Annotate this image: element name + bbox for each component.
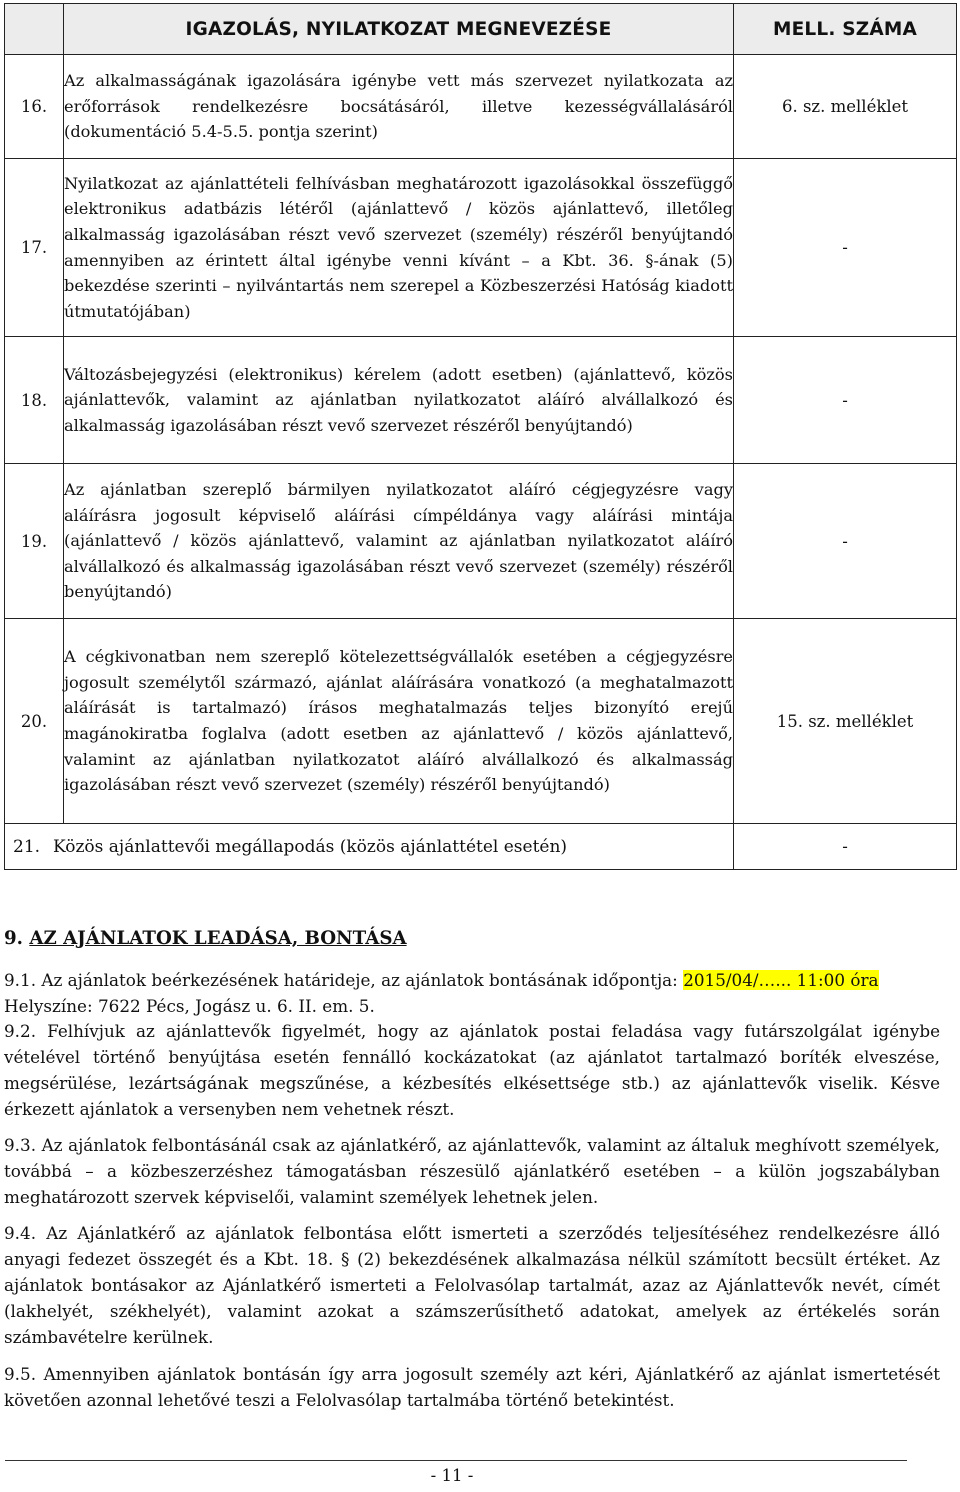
row-number: 19. (5, 464, 64, 619)
row-appendix: 6. sz. melléklet (734, 55, 957, 159)
header-name-cell: IGAZOLÁS, NYILATKOZAT MEGNEVEZÉSE (64, 4, 734, 55)
venue-text: Helyszíne: 7622 Pécs, Jogász u. 6. II. em. 5. (4, 996, 375, 1016)
row-description: Az alkalmasságának igazolására igénybe vett más szervezet nyilatkozata az erőforrások rendelkezésre bocsátásáról, illetve kezességvállalásáról (dokumentáció 5.4-5.5. pontja szerint) (64, 55, 734, 159)
section-title (4, 928, 407, 949)
paragraph-text: 9.3. Az ajánlatok felbontásánál csak az ajánlatkérő, az ajánlattevők, valamint az általuk meghívott személyek, továbbá – a közbeszerzéshez támogatásban részesülő ajánlatkérő esetében – a külön jogszabályban meghatározott szervek képviselői, valamint személyek lehetnek jelen. (4, 1135, 940, 1207)
page-number: - 11 - (430, 1466, 474, 1485)
section-number: 9. (4, 928, 23, 949)
paragraph-9-1 (4, 967, 940, 1019)
table-row (5, 55, 957, 159)
deadline-highlight: 2015/04/…... 11:00 óra (683, 970, 879, 990)
row-description: A cégkivonatban nem szereplő kötelezettségvállalók esetében a cégjegyzésre jogosult személytől származó, ajánlat aláírására vonatkozó (a meghatalmazott aláírását is tartalmazó) írásos meghatalmazás teljes bizonyító erejű magánokiratba foglalva (adott esetben az ajánlattevő / közös ajánlattevő, valamint az ajánlatban nyilatkozatot aláíró alvállalkozó és alkalmasság igazolásában részt vevő szervezet (személy) részéről benyújtandó) (64, 619, 734, 824)
table-row (5, 159, 957, 337)
row-description: Nyilatkozat az ajánlattételi felhívásban meghatározott igazolásokkal összefüggő elektronikus adatbázis létéről (ajánlattevő / közös ajánlattevő, illetőleg alkalmasság igazolásában részt vevő szervezet (személy) részéről benyújtandó amennyiben az érintett által igénybe venni kívánt – a Kbt. 36. §-ának (5) bekezdése szerinti – nyilvántartás nem szerepel a Közbeszerzési Hatóság kiadott útmutatójában) (64, 159, 734, 337)
row-combined-description (5, 824, 734, 870)
deadline-label: 9.1. Az ajánlatok beérkezésének határideje, az ajánlatok bontásának időpontja: (4, 970, 678, 990)
paragraph-9-5 (4, 1361, 940, 1413)
paragraph-text: 9.2. Felhívjuk az ajánlattevők figyelmét, hogy az ajánlatok postai feladása vagy futárszolgálat igénybe vételével történő benyújtása esetén fennálló kockázatokat (az ajánlatot tartalmazó boríték elveszése, megsérülése, lezártságának megszűnése, a kézbesítés elkésettsége stb.) az ajánlattevők viselik. Késve érkezett ajánlatok a versenyben nem vehetnek részt. (4, 1021, 940, 1119)
table-header-row (5, 4, 957, 55)
row-appendix: - (734, 337, 957, 464)
paragraph-9-4 (4, 1220, 940, 1350)
row-number: 16. (5, 55, 64, 159)
row-appendix: - (734, 824, 957, 870)
row-appendix: - (734, 159, 957, 337)
row-description: Közös ajánlattevői megállapodás (közös ajánlattétel esetén) (53, 836, 568, 857)
documents-table (4, 3, 957, 870)
row-description: Változásbejegyzési (elektronikus) kérelem (adott esetben) (ajánlattevő, közös ajánlattevők, valamint az ajánlatban nyilatkozatot aláíró alvállalkozó és alkalmasság igazolásában részt vevő szervezet részéről benyújtandó) (64, 337, 734, 464)
paragraph-text: 9.5. Amennyiben ajánlatok bontásán így arra jogosult személy azt kéri, Ajánlatkérő az ajánlat ismertetését követően azonnal lehetővé teszi a Felolvasólap tartalmába történő betekintést. (4, 1364, 940, 1410)
header-appendix-cell: MELL. SZÁMA (734, 4, 957, 55)
header-number-cell (5, 4, 64, 55)
row-description: Az ajánlatban szereplő bármilyen nyilatkozatot aláíró cégjegyzésre vagy aláírásra jogosult képviselő aláírási címpéldánya vagy aláírási mintája (ajánlattevő / közös ajánlattevő, valamint az ajánlatban nyilatkozatot aláíró alvállalkozó és alkalmasság igazolásában részt vevő szervezet (személy) részéről benyújtandó) (64, 464, 734, 619)
paragraph-text: 9.4. Az Ajánlatkérő az ajánlatok felbontása előtt ismerteti a szerződés teljesítéséhez rendelkezésre álló anyagi fedezet összegét és a Kbt. 18. § (2) bekezdésének alkalmazása nélkül számított becsült értéket. Az ajánlatok bontásakor az Ajánlatkérő ismerteti a Felolvasólap tartalmát, azaz az Ajánlattevők nevét, címét (lakhelyét, székhelyét), valamint azokat a számszerűsíthető adatokat, amelyek az értékelés során számbavételre kerülnek. (4, 1223, 940, 1347)
row-number: 21. (13, 836, 41, 857)
table-row (5, 824, 957, 870)
table-row (5, 464, 957, 619)
row-appendix: - (734, 464, 957, 619)
paragraph-9-2 (4, 1018, 940, 1122)
table-row (5, 619, 957, 824)
row-number: 17. (5, 159, 64, 337)
section-title-text: AZ AJÁNLATOK LEADÁSA, BONTÁSA (29, 928, 407, 949)
row-appendix: 15. sz. melléklet (734, 619, 957, 824)
table-row (5, 337, 957, 464)
footer-rule (5, 1460, 907, 1461)
paragraph-9-3 (4, 1132, 940, 1210)
row-number: 20. (5, 619, 64, 824)
row-number: 18. (5, 337, 64, 464)
